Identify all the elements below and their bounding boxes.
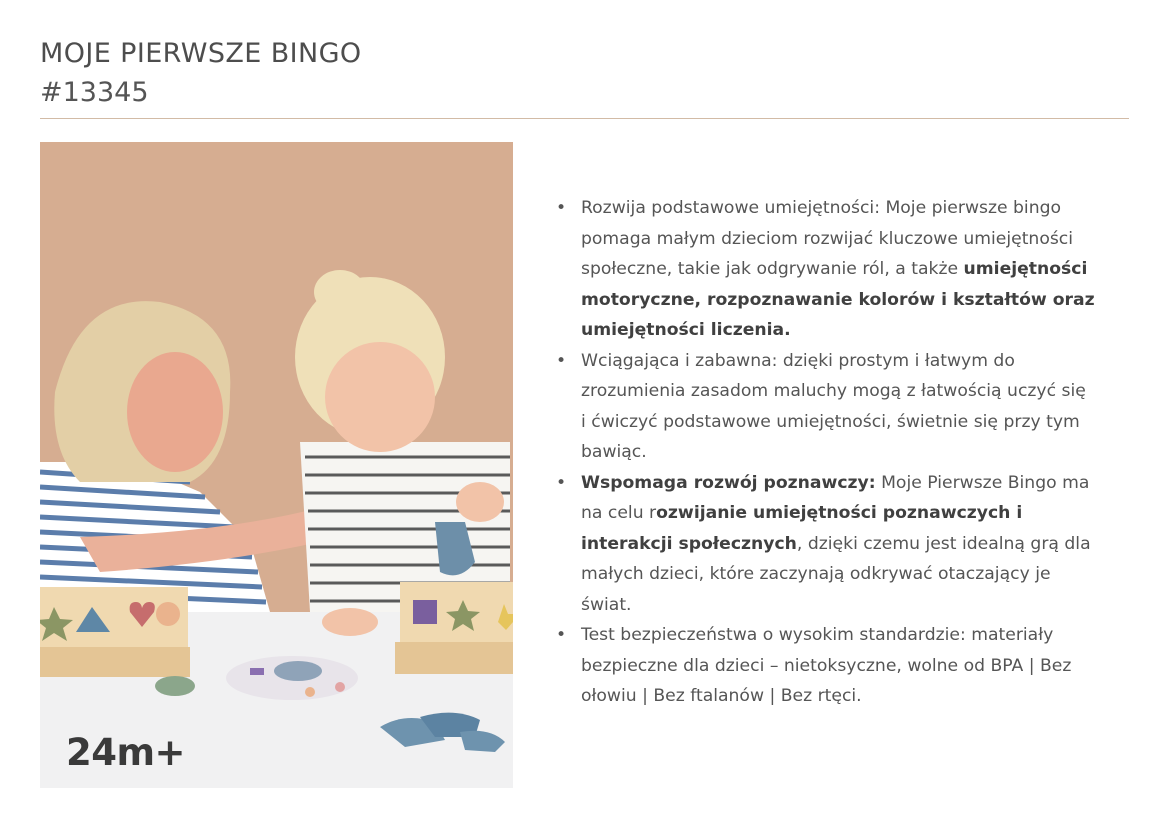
feature-list bbox=[556, 193, 1096, 712]
feature-item bbox=[556, 620, 1096, 712]
feature-text: Wciągająca i zabawna: dzięki prostym i łatwym do zrozumienia zasadom maluchy mogą z łatwością uczyć się i ćwiczyć podstawowe umiejętności, świetnie się przy tym bawiąc. bbox=[581, 350, 1086, 462]
header-divider bbox=[40, 118, 1129, 119]
feature-item bbox=[556, 346, 1096, 468]
bingo-card-right bbox=[395, 582, 513, 674]
bullet-icon: • bbox=[556, 625, 567, 645]
feature-text: Rozwija podstawowe umiejętności: Moje pierwsze bingo pomaga małym dzieciom rozwijać kluczowe umiejętności społeczne, takie jak odgrywanie ról, a także bbox=[581, 198, 1074, 279]
product-code: #13345 bbox=[40, 77, 149, 108]
feature-text-bold: ozwijanie umiejętności poznawczych i interakcji społecznych bbox=[581, 503, 1023, 554]
feature-item bbox=[556, 468, 1096, 621]
feature-text: Moje Pierwsze Bingo ma na celu r bbox=[581, 472, 1090, 523]
bullet-icon: • bbox=[556, 198, 567, 218]
feature-text-bold: Wspomaga rozwój poznawczy: bbox=[581, 472, 876, 493]
photo-illustration bbox=[40, 142, 513, 788]
feature-text: Test bezpieczeństwa o wysokim standardzie: materiały bezpieczne dla dzieci – nietoksyczne, wolne od BPA | Bez ołowiu | Bez ftalanów | Bez rtęci. bbox=[581, 625, 1072, 706]
age-badge: 24m+ bbox=[66, 731, 186, 774]
feature-text-bold: umiejętności motoryczne, rozpoznawanie kolorów i kształtów oraz umiejętności liczenia. bbox=[581, 259, 1095, 340]
spinner bbox=[226, 656, 358, 700]
feature-item bbox=[556, 193, 1096, 346]
bingo-card-left bbox=[40, 587, 190, 677]
feature-text: , dzięki czemu jest idealną grą dla małych dzieci, które zaczynają odkrywać otaczający je świat. bbox=[581, 533, 1091, 615]
bullet-icon: • bbox=[556, 350, 567, 371]
bullet-icon: • bbox=[556, 472, 567, 493]
product-photo bbox=[40, 142, 513, 788]
product-title: MOJE PIERWSZE BINGO bbox=[40, 38, 362, 69]
